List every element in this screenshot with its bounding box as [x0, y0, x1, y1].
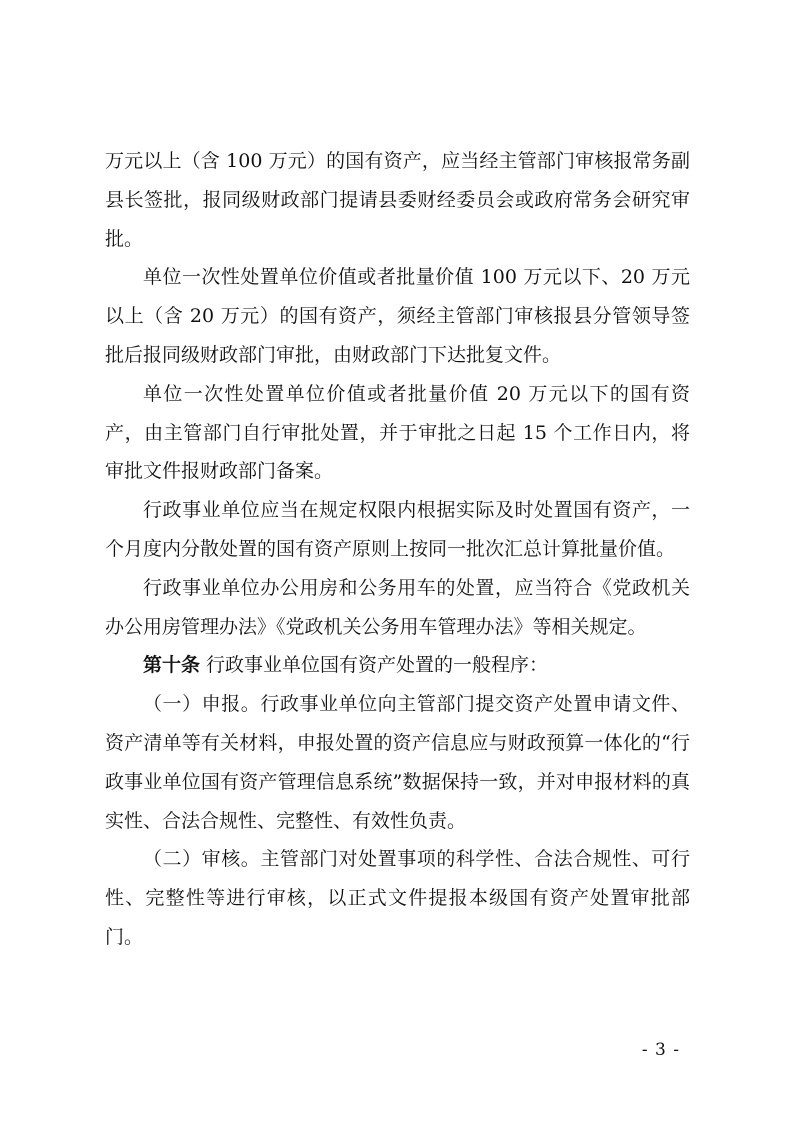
body-text [105, 142, 690, 957]
paragraph-continued: 万元以上（含 100 万元）的国有资产，应当经主管部门审核报常务副县长签批，报同级财政部门提请县委财经委员会或政府常务会研究审批。 [105, 150, 690, 250]
procedure-item-review: （二）审核。主管部门对处置事项的科学性、合法合规性、可行性、完整性等进行审核，以正式文件提报本级国有资产处置审批部门。 [105, 848, 690, 948]
procedure-item-declare: （一）申报。行政事业单位向主管部门提交资产处置申请文件、资产清单等有关材料，申报处置的资产信息应与财政预算一体化的“行政事业单位国有资产管理信息系统”数据保持一致，并对申报材料的真实性、合法合规性、完整性、有效性负责。 [105, 693, 690, 832]
article-label: 第十条 [143, 654, 201, 677]
paragraph-below-20-wan: 单位一次性处置单位价值或者批量价值 20 万元以下的国有资产，由主管部门自行审批处置，并于审批之日起 15 个工作日内，将审批文件报财政部门备案。 [105, 382, 690, 483]
paragraph-monthly-batch: 行政事业单位应当在规定权限内根据实际及时处置国有资产，一个月度内分散处置的国有资产原则上按同一批次汇总计算批量价值。 [105, 499, 690, 560]
article-ten [105, 646, 690, 685]
paragraph-20-to-100-wan: 单位一次性处置单位价值或者批量价值 100 万元以下、20 万元以上（含 20 万元）的国有资产，须经主管部门审核报县分管领导签批后报同级财政部门审批，由财政部门下达批复文件。 [105, 266, 690, 366]
article-heading-text: 行政事业单位国有资产处置的一般程序： [200, 654, 549, 677]
page-number: - 3 - [641, 1040, 680, 1060]
paragraph-office-vehicles: 行政事业单位办公用房和公务用车的处置，应当符合《党政机关办公用房管理办法》《党政机关公务用车管理办法》等相关规定。 [105, 576, 690, 638]
